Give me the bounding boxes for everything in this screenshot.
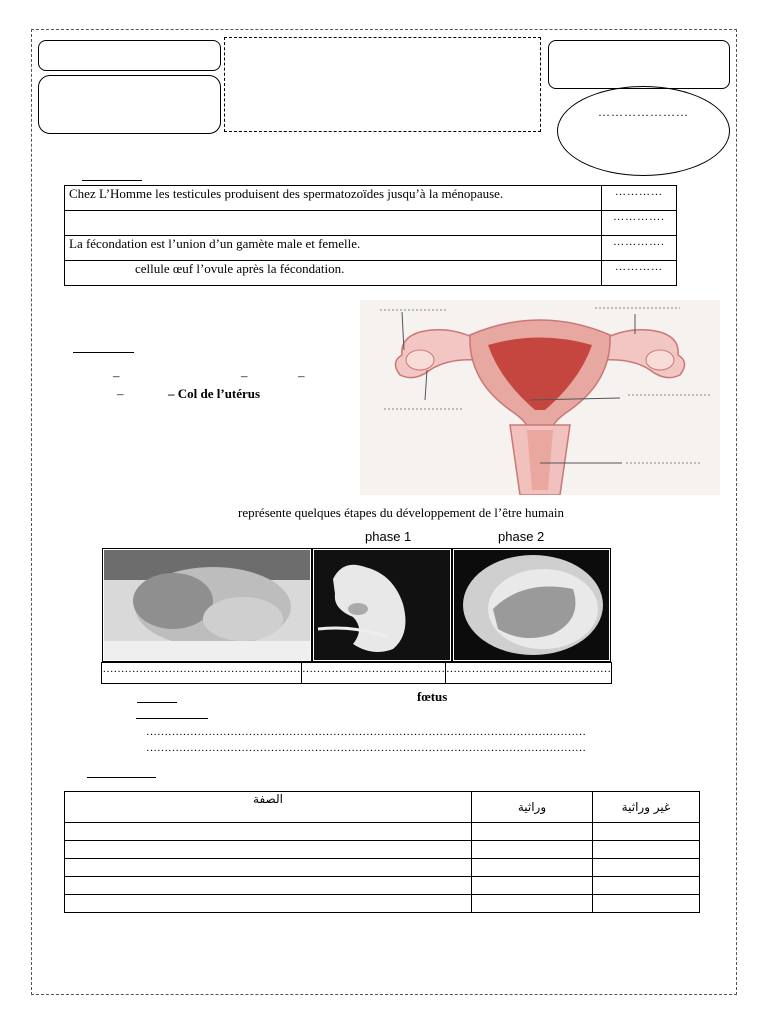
table-row <box>65 841 700 859</box>
answer-line-2: ………………………………………………………………………………………………………… <box>146 742 586 754</box>
answer-2: …………. <box>602 211 677 236</box>
photo-strip <box>103 549 610 661</box>
statement-3: La fécondation est l’union d’un gamète male et femelle. <box>65 236 602 261</box>
table-row <box>65 823 700 841</box>
answer-line-1: ………………………………………………………………………………………………………… <box>146 726 586 738</box>
caption-baby: ……………………………………………… <box>102 663 302 684</box>
q1-underline <box>137 702 177 703</box>
table-row <box>65 859 700 877</box>
answer-4: ………… <box>602 261 677 286</box>
header-non-hereditary: غير وراثية <box>593 792 700 823</box>
development-photos <box>102 548 611 662</box>
true-false-table <box>64 185 677 286</box>
table-row <box>65 877 700 895</box>
foetus-label: fœtus <box>417 689 448 704</box>
dash-2: – <box>241 368 248 383</box>
table-row <box>65 895 700 913</box>
development-intro: représente quelques étapes du développement de l’être humain <box>238 505 564 520</box>
answer-1: ………… <box>602 186 677 211</box>
date-box <box>548 40 730 89</box>
phase-1-label: phase 1 <box>365 529 412 544</box>
exercise1-underline <box>82 180 142 181</box>
caption-phase-2: ……………………………………… <box>446 663 612 684</box>
photo-captions <box>101 662 612 684</box>
statement-2 <box>65 211 602 236</box>
statement-1: Chez L’Homme les testicules produisent des spermatozoïdes jusqu’à la ménopause. <box>65 186 602 211</box>
class-box <box>38 75 221 134</box>
name-box <box>38 40 221 71</box>
q2-underline <box>136 718 208 719</box>
grade-dots: ………………… <box>598 105 689 119</box>
item-col-uterus: – Col de l’utérus <box>168 386 261 401</box>
traits-table <box>64 791 700 913</box>
header-trait: الصفة <box>65 792 472 823</box>
dash-4: – <box>117 386 124 401</box>
exercise2-underline <box>73 352 134 353</box>
dash-3: – <box>298 368 305 383</box>
title-box <box>224 37 541 132</box>
statement-4: cellule œuf l’ovule après la fécondation. <box>65 261 602 286</box>
dash-1: – <box>113 368 120 383</box>
header-hereditary: وراثية <box>472 792 593 823</box>
grade-oval <box>557 86 730 176</box>
answer-3: …………. <box>602 236 677 261</box>
exercise4-underline <box>87 777 156 778</box>
uterus-diagram <box>360 300 720 495</box>
phase-2-label: phase 2 <box>498 529 545 544</box>
caption-phase-1: ………………………………… <box>302 663 446 684</box>
